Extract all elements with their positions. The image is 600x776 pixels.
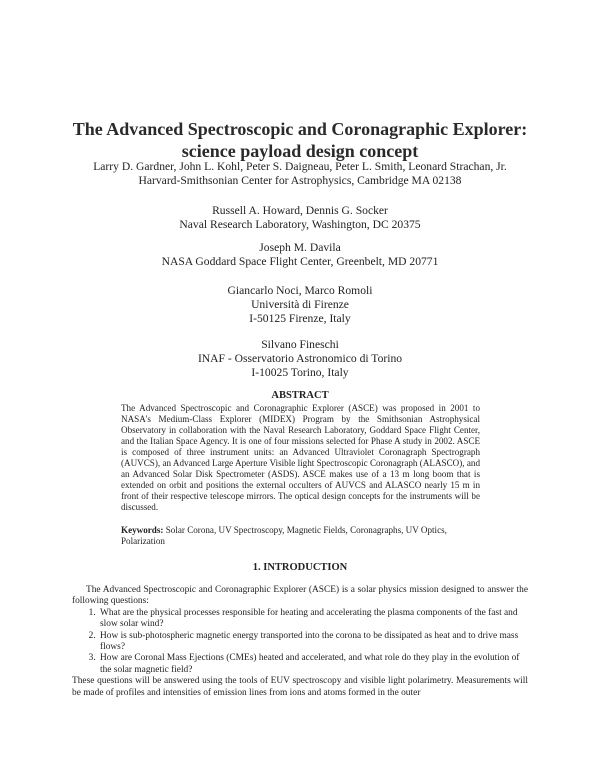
keywords-label: Keywords:: [121, 525, 164, 535]
intro-continuation-paragraph: These questions will be answered using the tools of EUV spectroscopy and visible light polarimetry. Measurements will be made of profiles and intensities of emission lines from ions and atoms formed in the outer: [72, 676, 528, 698]
question-list: [72, 608, 528, 676]
introduction-body: [72, 585, 528, 699]
affiliation-block-3: [0, 241, 600, 269]
affiliation-line: Harvard-Smithsonian Center for Astrophysics, Cambridge MA 02138: [138, 174, 462, 187]
author-names: Russell A. Howard, Dennis G. Socker: [212, 204, 388, 217]
author-names: Larry D. Gardner, John L. Kohl, Peter S. Daigneau, Peter L. Smith, Leonard Strachan, Jr.: [93, 160, 507, 173]
title-line-1: The Advanced Spectroscopic and Coronagraphic Explorer:: [72, 119, 528, 139]
affiliation-line: I-50125 Firenze, Italy: [249, 312, 351, 325]
list-item: 1. What are the physical processes responsible for heating and accelerating the plasma components of the fast and slow solar wind?: [98, 608, 528, 631]
list-item: 3. How are Coronal Mass Ejections (CMEs) heated and accelerated, and what role do they play in the evolution of the solar magnetic field?: [98, 653, 528, 676]
abstract-text: The Advanced Spectroscopic and Coronagraphic Explorer (ASCE) was proposed in 2001 to NASA's Medium-Class Explorer (MIDEX) Program by the Smithsonian Astrophysical Observatory in collaboration with the Naval Research Laboratory, Goddard Space Flight Center, and the Italian Space Agency. It is one of four missions selected for Phase A study in 2002. ASCE is composed of three instrument units: an Advanced Ultraviolet Coronagraph Spectrograph (AUVCS), an Advanced Large Aperture Visible light Spectroscopic Coronagraph (ALASCO), and an Advanced Solar Disk Spectrometer (ASDS). ASCE makes use of a 13 m long boom that is extended on orbit and positions the external occulters of AUVCS and ALASCO nearly 15 m in front of their respective telescope mirrors. The optical design concepts for the instruments will be discussed.: [121, 403, 480, 513]
author-names: Giancarlo Noci, Marco Romoli: [227, 284, 373, 297]
affiliation-line: Naval Research Laboratory, Washington, DC 20375: [179, 218, 421, 231]
keywords-text: Solar Corona, UV Spectroscopy, Magnetic Fields, Coronagraphs, UV Optics, Polarization: [121, 525, 447, 547]
affiliation-block-1: [0, 160, 600, 188]
section-heading-introduction: 1. INTRODUCTION: [252, 562, 348, 573]
affiliation-line: Università di Firenze: [251, 298, 349, 311]
affiliation-block-2: [0, 204, 600, 232]
keywords: [121, 525, 480, 548]
list-item: 2. How is sub-photospheric magnetic energy transported into the corona to be dissipated as heat and to drive mass flows?: [98, 631, 528, 654]
affiliation-line: INAF - Osservatorio Astronomico di Torino: [197, 352, 403, 365]
intro-lead-paragraph: The Advanced Spectroscopic and Coronagraphic Explorer (ASCE) is a solar physics mission designed to answer the following questions:: [72, 585, 528, 607]
affiliation-block-4: [0, 284, 600, 326]
abstract-heading: ABSTRACT: [271, 390, 329, 401]
author-names: Silvano Fineschi: [261, 338, 339, 351]
title-line-2: science payload design concept: [181, 141, 419, 161]
affiliation-line: I-10025 Torino, Italy: [251, 366, 349, 379]
paper-title: [0, 118, 600, 162]
affiliation-line: NASA Goddard Space Flight Center, Greenbelt, MD 20771: [161, 255, 439, 268]
author-names: Joseph M. Davila: [259, 241, 341, 254]
affiliation-block-5: [0, 338, 600, 380]
